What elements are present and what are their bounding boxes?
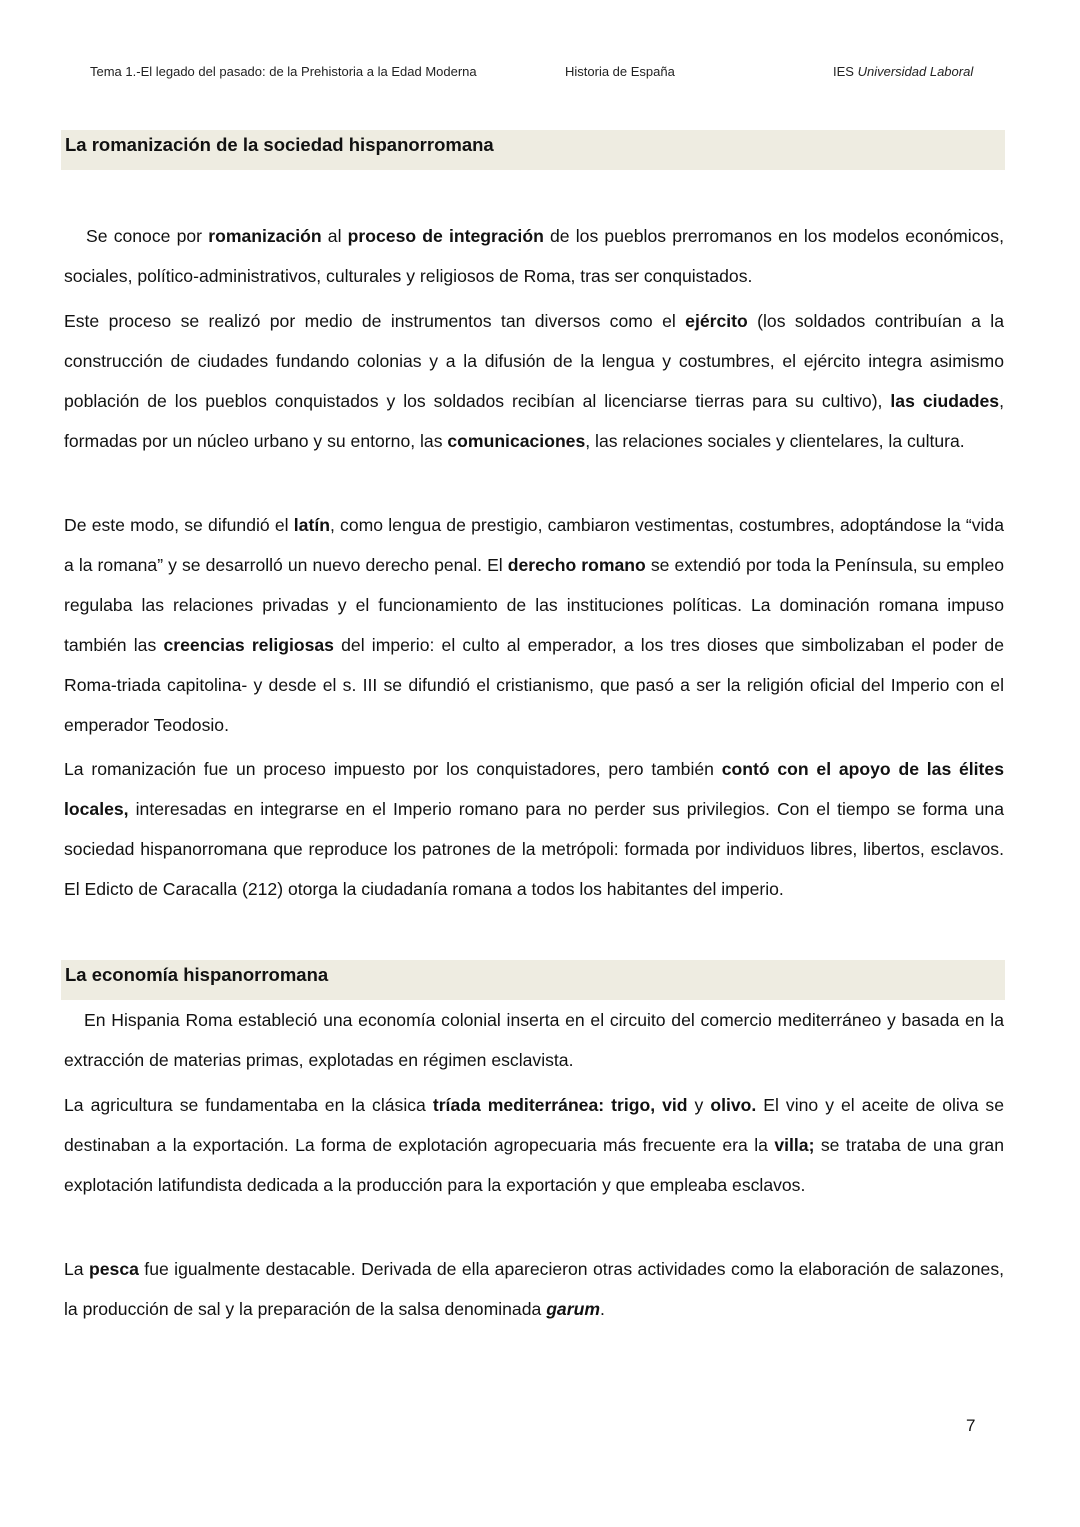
paragraph [64, 301, 1004, 461]
text-run: Se conoce por [86, 226, 209, 246]
text-run: De este modo, se difundió el [64, 515, 294, 535]
text-run: . [599, 1299, 605, 1319]
page-number: 7 [966, 1416, 976, 1435]
text-run: La agricultura se fundamentaba en la clásica [64, 1095, 433, 1115]
text-run: interesadas en integrarse en el Imperio romano para no perder sus privilegios. Con el tiempo se forma una sociedad hispanorromana que reproduce los patrones de la metrópoli: formada por individuos libres, libertos, esclavos. El Edicto de Caracalla (212) otorga la ciudadanía romana a todos los habitantes del imperio. [64, 799, 1004, 899]
text-run: , como lengua de prestigio, cambiaron vestimentas, costumbres, adoptándose la “vida a la romana” y se desarrolló un nuevo derecho penal. El [64, 515, 1004, 575]
bold-text: proceso de integración [347, 226, 544, 246]
header-school-name: Universidad Laboral [857, 64, 974, 79]
section-heading-romanizacion: La romanización de la sociedad hispanorromana [61, 130, 1005, 170]
header-subject: Historia de España [565, 64, 675, 79]
text-run: y [687, 1095, 711, 1115]
text-run: fue igualmente destacable. Derivada de ella aparecieron otras actividades como la elaboración de salazones, la producción de sal y la preparación de la salsa denominada [64, 1259, 1004, 1319]
text-run: del imperio: el culto al emperador, a los tres dioses que simbolizaban el poder de Roma-triada capitolina- y desde el s. III se difundió el cristianismo, que pasó a ser la religión oficial del Imperio con el emperador Teodosio. [64, 635, 1005, 735]
text-run: de los pueblos prerromanos en los modelos económicos, sociales, político-administrativos, culturales y religiosos de Roma, tras ser conquistados. [64, 226, 1004, 286]
bold-text: villa; [774, 1135, 815, 1155]
bold-text: derecho romano [507, 555, 646, 575]
text-run: se extendió por toda la Península, su empleo regulaba las relaciones privadas y el funcionamiento de las instituciones políticas. La dominación romana impuso también las [64, 555, 1005, 655]
paragraph [64, 216, 1004, 296]
paragraph [64, 1249, 1004, 1329]
text-run: , formadas por un núcleo urbano y su entorno, las [64, 391, 1004, 451]
header-school [833, 64, 973, 79]
text-run: La romanización fue un proceso impuesto por los conquistadores, pero también [64, 759, 722, 779]
section-heading-economia: La economía hispanorromana [61, 960, 1005, 1000]
text-run: , las relaciones sociales y clientelares, la cultura. [585, 431, 965, 451]
bold-text: tríada mediterránea: trigo, vid [432, 1095, 688, 1115]
text-run: (los soldados contribuían a la construcción de ciudades fundando colonias y a la difusión de la lengua y costumbres, el ejército integra asimismo población de los pueblos conquistados y los soldados recibían al licenciarse tierras para su cultivo), [64, 311, 1005, 411]
text-run: En Hispania Roma estableció una economía colonial inserta en el circuito del comercio mediterráneo y basada en la extracción de materias primas, explotadas en régimen esclavista. [64, 1010, 1004, 1070]
bold-text: romanización [208, 226, 322, 246]
text-run: se trataba de una gran explotación latifundista dedicada a la producción para la exportación y que empleaba esclavos. [64, 1135, 1005, 1195]
bold-text: garum [546, 1299, 600, 1319]
header-school-prefix: IES [833, 64, 858, 79]
header-topic: Tema 1.-El legado del pasado: de la Prehistoria a la Edad Moderna [90, 64, 477, 79]
bold-text: latín [293, 515, 330, 535]
paragraph [64, 1085, 1004, 1205]
bold-text: ejército [685, 311, 748, 331]
bold-text: las ciudades [890, 391, 1000, 411]
paragraph [64, 1000, 1004, 1080]
text-run: Este proceso se realizó por medio de instrumentos tan diversos como el [64, 311, 686, 331]
text-run: La [64, 1259, 89, 1279]
bold-text: comunicaciones [447, 431, 586, 451]
text-run: El vino y el aceite de oliva se destinaban a la exportación. La forma de explotación agropecuaria más frecuente era la [64, 1095, 1004, 1155]
text-run: al [321, 226, 348, 246]
bold-text: pesca [89, 1259, 139, 1279]
bold-text: contó con el apoyo de las élites locales, [64, 759, 1004, 819]
paragraph [64, 749, 1004, 909]
paragraph [64, 505, 1004, 745]
bold-text: olivo. [710, 1095, 757, 1115]
bold-text: creencias religiosas [163, 635, 334, 655]
